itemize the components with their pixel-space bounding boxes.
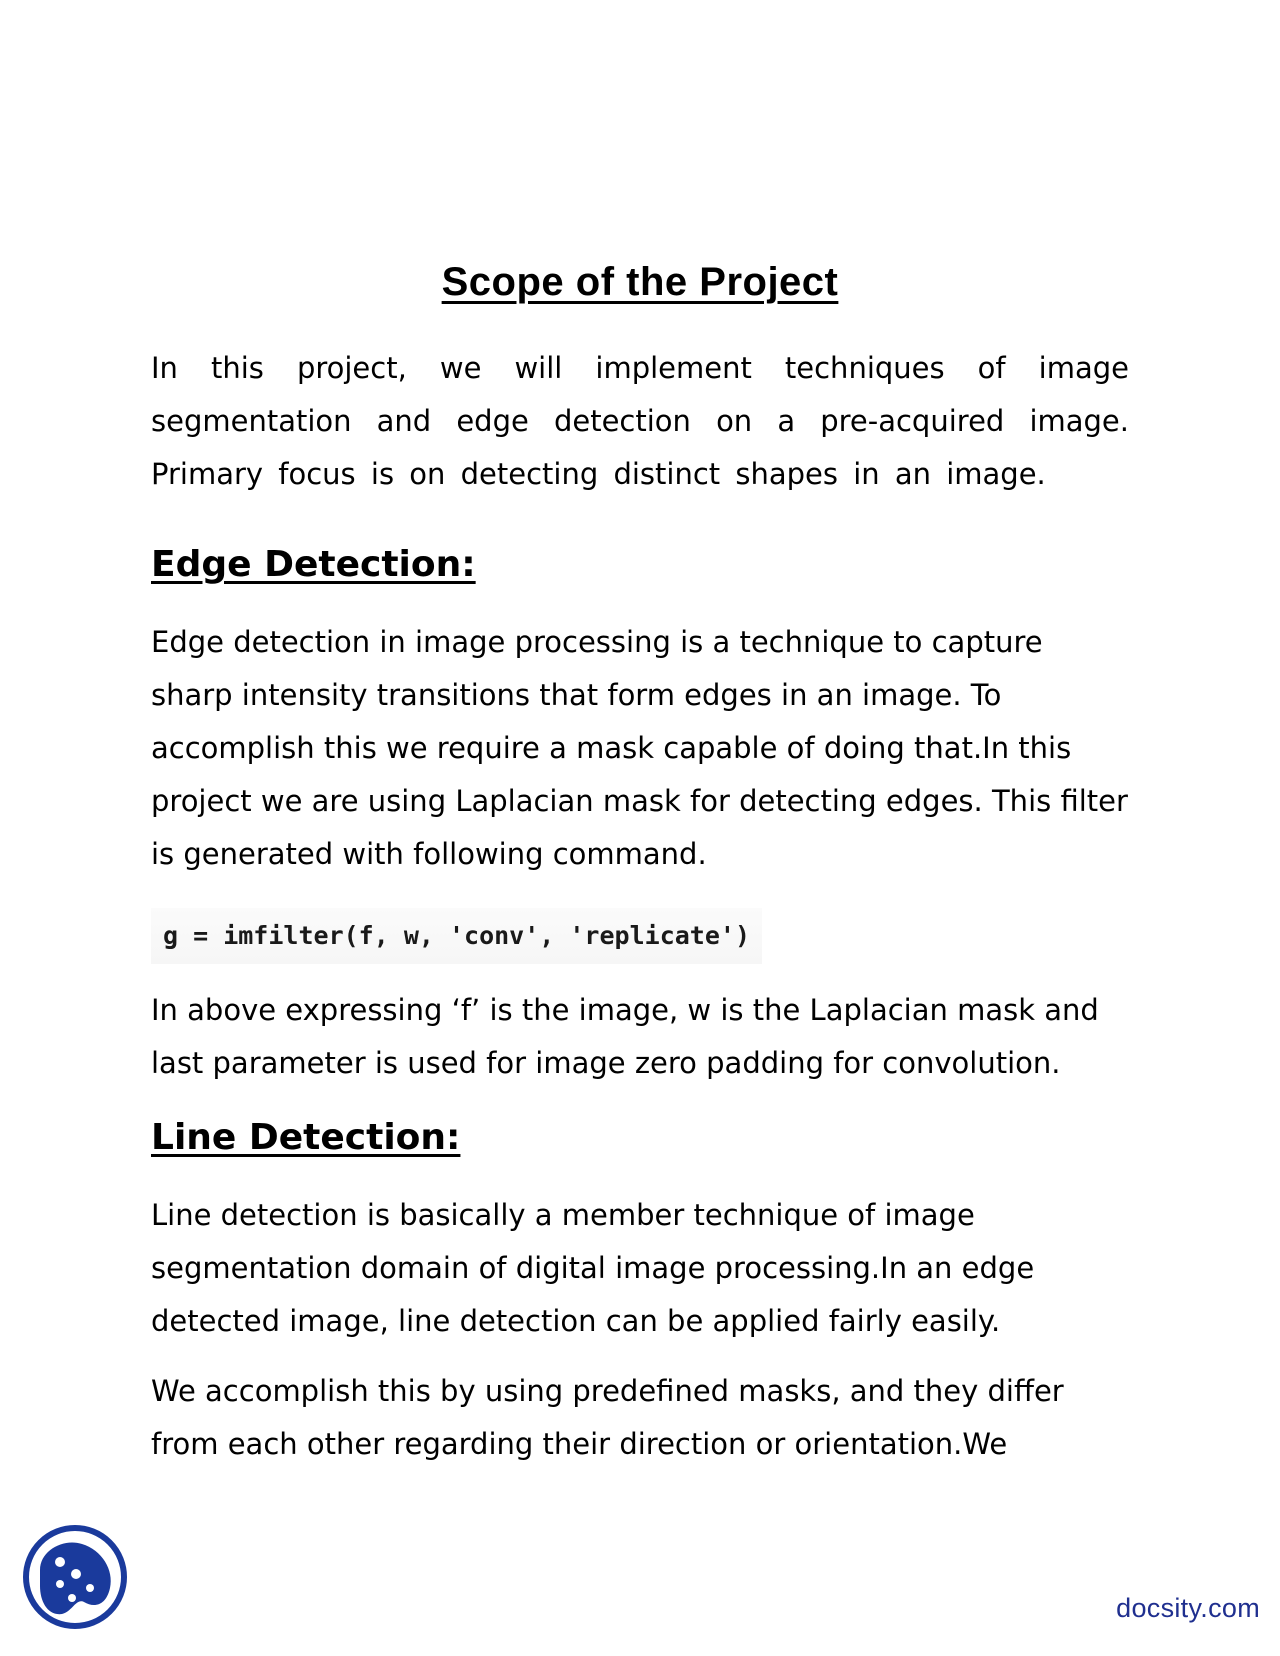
line-detection-heading: Line Detection: [151, 1117, 461, 1158]
intro-paragraph: In this project, we will implement techniques of image segmentation and edge detection on a pre-acquired image. Primary focus is on detecting distinct shapes in an image. [151, 351, 1129, 491]
edge-detection-paragraph: Edge detection in image processing is a technique to capture sharp intensity transitions that form edges in an image. To accomplish this we require a mask capable of doing that.In this project we are using Laplacian mask for detecting edges. This filter is generated with following command. [151, 625, 1128, 871]
code-snippet: g = imfilter(f, w, 'conv', 'replicate') [151, 908, 762, 964]
line-detection-masks-paragraph: We accomplish this by using predefined masks, and they differ from each other regarding their direction or orientation.We [151, 1374, 1064, 1461]
document-body [151, 342, 1129, 1471]
docsity-logo-icon[interactable] [20, 1522, 130, 1632]
brand-link[interactable]: docsity.com [1116, 1593, 1260, 1623]
edge-detection-heading: Edge Detection: [151, 544, 476, 585]
edge-detection-explanation: In above expressing ‘f’ is the image, w is the Laplacian mask and last parameter is used for image zero padding for convolution. [151, 993, 1099, 1080]
line-detection-paragraph: Line detection is basically a member technique of image segmentation domain of digital image processing.In an edge detected image, line detection can be applied fairly easily. [151, 1198, 1035, 1338]
code-block [151, 908, 1129, 964]
page-title: Scope of the Project [441, 260, 839, 304]
